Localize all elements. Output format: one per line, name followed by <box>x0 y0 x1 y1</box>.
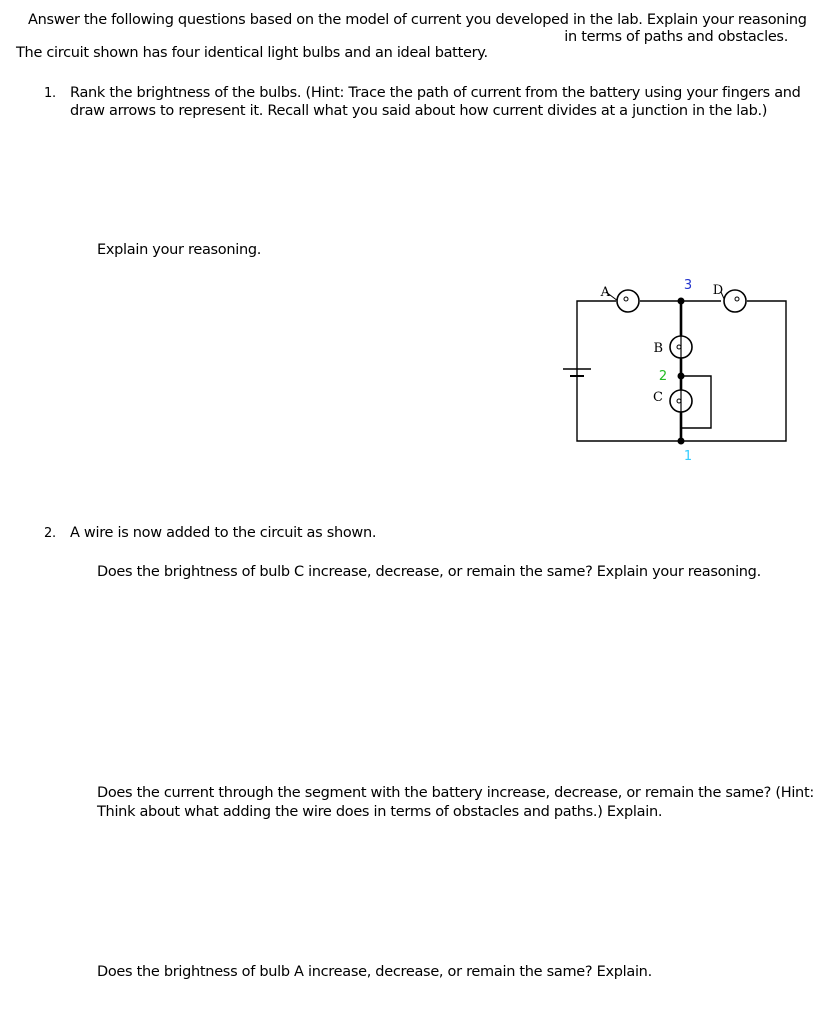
bulb-b <box>653 336 692 358</box>
question-2-number: 2. <box>44 526 56 541</box>
node-1-label: 1 <box>683 449 693 464</box>
bulb-c-label: C <box>653 390 663 405</box>
junction-node-2 <box>678 373 685 380</box>
question-2-part-a: Does the brightness of bulb C increase, decrease, or remain the same? Explain your reasoning. <box>97 564 761 580</box>
question-1-explain-prompt: Explain your reasoning. <box>97 242 262 258</box>
junction-node-1 <box>678 438 685 445</box>
bulb-b-label: B <box>653 341 663 356</box>
question-2-part-b-line-2: Think about what adding the wire does in terms of obstacles and paths.) Explain. <box>97 804 663 820</box>
junction-node-3 <box>678 298 685 305</box>
bulb-d-label: D <box>712 283 724 298</box>
question-1-number: 1. <box>44 86 56 101</box>
intro-circuit-description: The circuit shown has four identical light bulbs and an ideal battery. <box>16 45 488 61</box>
wire-top-left <box>577 301 616 347</box>
bulb-a-label: A <box>600 285 610 300</box>
intro-line-2: in terms of paths and obstacles. <box>564 29 788 45</box>
question-1-text-line-2: draw arrows to represent it. Recall what you said about how current divides at a junction in the lab.) <box>70 103 768 119</box>
node-3-label: 3 <box>683 278 693 293</box>
question-2-part-b-line-1: Does the current through the segment with the battery increase, decrease, or remain the same? (Hint: <box>97 785 814 801</box>
node-2-label: 2 <box>658 369 668 384</box>
bulb-c <box>653 390 692 412</box>
intro-line-1: Answer the following questions based on the model of current you developed in the lab. Explain your reasoning <box>28 12 807 28</box>
question-2-text: A wire is now added to the circuit as shown. <box>70 525 377 541</box>
bulb-d <box>713 283 746 312</box>
bulb-a <box>600 285 639 312</box>
circuit-diagram <box>550 270 795 470</box>
question-2-part-c: Does the brightness of bulb A increase, decrease, or remain the same? Explain. <box>97 964 652 980</box>
question-1-text-line-1: Rank the brightness of the bulbs. (Hint: Trace the path of current from the battery using your fingers and <box>70 85 801 101</box>
